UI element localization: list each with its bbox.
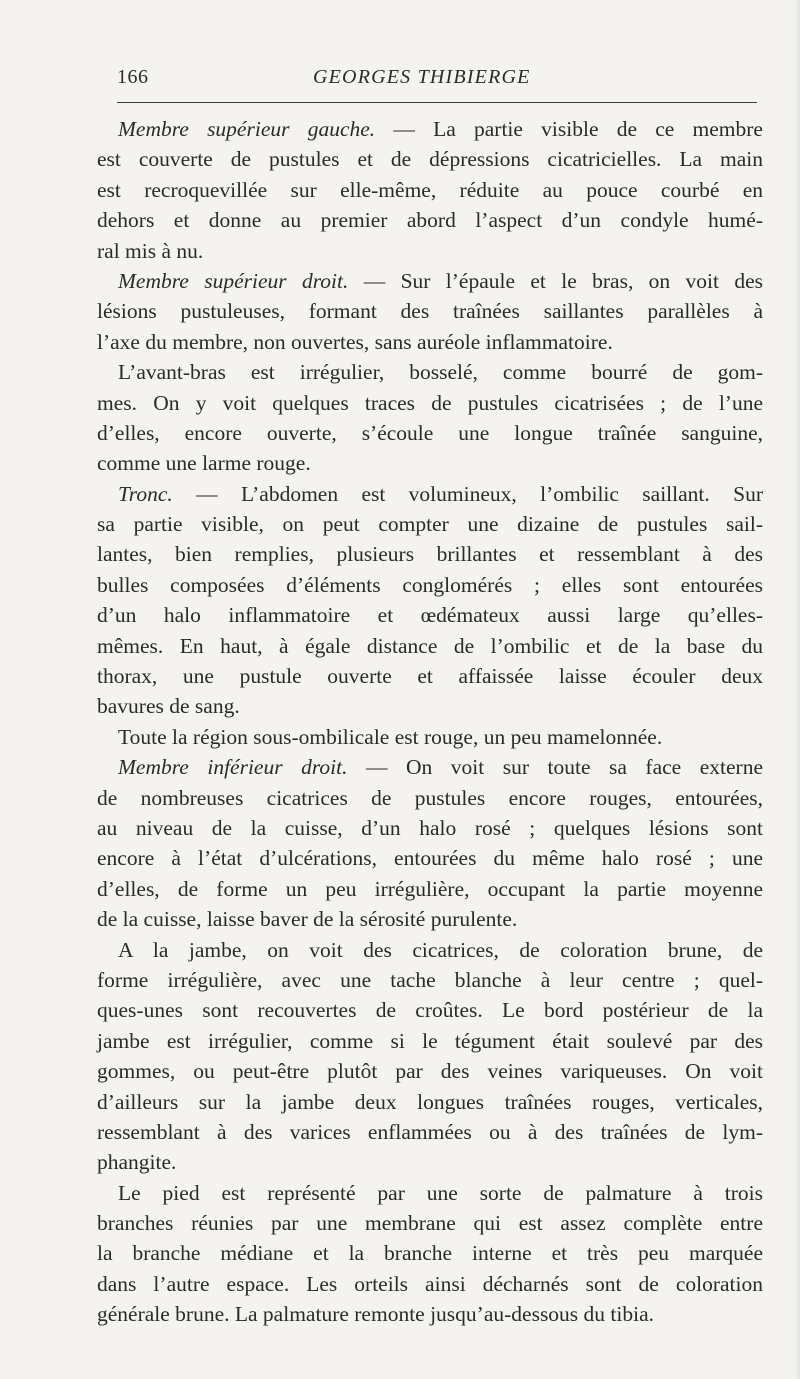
text-line: branches réunies par une membrane qui est assez complète entre — [97, 1211, 763, 1236]
text-line: mêmes. En haut, à égale distance de l’ombilic et de la base du — [97, 633, 763, 658]
text-line: forme irrégulière, avec une tache blanche à leur centre ; quel- — [97, 967, 763, 992]
section-heading: Membre inférieur droit. — [118, 755, 348, 780]
text-line: est recroquevillée sur elle-même, réduite au pouce courbé en — [97, 177, 763, 202]
text-line — [97, 266, 763, 296]
text-line: ral mis à nu. — [97, 238, 204, 263]
text-line: générale brune. La palmature remonte jusqu’au-dessous du tibia. — [97, 1302, 655, 1327]
text-line: d’ailleurs sur la jambe deux longues traînées rouges, verticales, — [97, 1089, 763, 1114]
text-line: de nombreuses cicatrices de pustules encore rouges, entourées, — [97, 785, 763, 810]
page-edge-shadow — [794, 0, 800, 1379]
body-text — [97, 114, 763, 1330]
text-line: bulles composées d’éléments conglomérés ; elles sont entourées — [97, 572, 763, 597]
text-line: la branche médiane et la branche interne et très peu marquée — [97, 1241, 763, 1266]
section-heading: Tronc. — [118, 481, 173, 506]
header-rule — [117, 102, 757, 103]
text-line: Toute la région sous-ombilicale est rouge, un peu mamelonnée. — [118, 724, 663, 749]
text-line: bavures de sang. — [97, 694, 240, 719]
text-line: encore à l’état d’ulcérations, entourées du même halo rosé ; une — [97, 846, 763, 871]
text-span: — L’abdomen est volumineux, l’ombilic saillant. Sur — [172, 481, 763, 506]
text-line: d’elles, de forme un peu irrégulière, occupant la partie moyenne — [97, 876, 763, 901]
text-line: lésions pustuleuses, formant des traînées saillantes parallèles à — [97, 299, 763, 324]
text-span: — Sur l’épaule et le bras, on voit des — [348, 268, 763, 293]
text-line: comme une larme rouge. — [97, 451, 311, 476]
text-span: — La partie visible de ce membre — [375, 117, 763, 141]
text-line: dehors et donne au premier abord l’aspect d’un condyle humé- — [97, 208, 763, 233]
text-line: est couverte de pustules et de dépressions cicatricielles. La main — [97, 147, 763, 172]
text-line: mes. On y voit quelques traces de pustules cicatrisées ; de l’une — [97, 390, 763, 415]
text-line — [97, 752, 763, 782]
text-line — [97, 114, 763, 144]
text-line: dans l’autre espace. Les orteils ainsi décharnés sont de coloration — [97, 1271, 763, 1296]
text-line: l’axe du membre, non ouvertes, sans auréole inflammatoire. — [97, 329, 613, 354]
text-line: de la cuisse, laisse baver de la sérosité purulente. — [97, 907, 518, 932]
page-number: 166 — [117, 66, 149, 88]
text-line: d’un halo inflammatoire et œdémateux aussi large qu’elles- — [97, 603, 763, 628]
section-heading: Membre supérieur droit. — [118, 268, 349, 293]
text-span: — On voit sur toute sa face externe — [347, 755, 763, 780]
text-line: au niveau de la cuisse, d’un halo rosé ; quelques lésions sont — [97, 815, 763, 840]
text-line: ques-unes sont recouvertes de croûtes. Le bord postérieur de la — [97, 998, 763, 1023]
text-line: L’avant-bras est irrégulier, bosselé, comme bourré de gom- — [118, 360, 763, 385]
page-header — [117, 66, 757, 96]
text-line: d’elles, encore ouverte, s’écoule une longue traînée sanguine, — [97, 420, 763, 445]
text-line: jambe est irrégulier, comme si le tégument était soulevé par des — [97, 1028, 763, 1053]
text-line: lantes, bien remplies, plusieurs brillantes et ressemblant à des — [97, 542, 763, 567]
text-line: phangite. — [97, 1150, 177, 1175]
text-line — [97, 479, 763, 509]
section-heading: Membre supérieur gauche. — [118, 117, 376, 141]
running-head: GEORGES THIBIERGE — [313, 66, 531, 88]
text-line: sa partie visible, on peut compter une dizaine de pustules sail- — [97, 512, 763, 537]
text-line: Le pied est représenté par une sorte de palmature à trois — [118, 1180, 763, 1205]
text-line: A la jambe, on voit des cicatrices, de coloration brune, de — [118, 937, 763, 962]
text-line: ressemblant à des varices enflammées ou à des traînées de lym- — [97, 1119, 763, 1144]
text-line: thorax, une pustule ouverte et affaissée laisse écouler deux — [97, 664, 763, 689]
text-line: gommes, ou peut-être plutôt par des veines variqueuses. On voit — [97, 1059, 763, 1084]
